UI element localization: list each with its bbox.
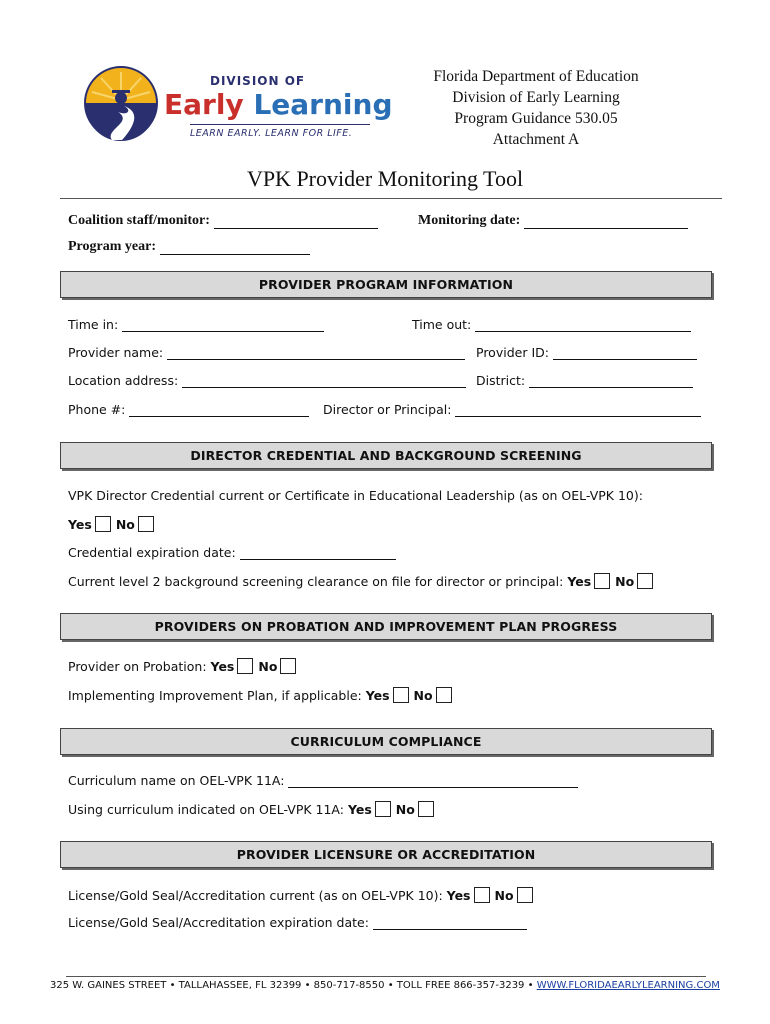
monitoring-date-field[interactable] xyxy=(418,213,688,229)
monitoring-date-label: Monitoring date: xyxy=(418,213,521,228)
credential-expiration-field[interactable] xyxy=(68,545,396,560)
credential-yes-checkbox[interactable] xyxy=(95,516,111,532)
credential-expiration-label: Credential expiration date: xyxy=(68,545,236,560)
footer-address: 325 W. GAINES STREET • TALLAHASSEE, FL 32399 • 850-717-8550 • TOLL FREE 866-357-3239 • xyxy=(50,980,534,991)
time-in-line[interactable] xyxy=(122,317,324,332)
curriculum-name-label: Curriculum name on OEL-VPK 11A: xyxy=(68,773,285,788)
curriculum-used-row xyxy=(68,801,439,817)
section-provider-program-info: PROVIDER PROGRAM INFORMATION xyxy=(60,271,712,298)
curriculum-name-field[interactable] xyxy=(68,773,578,788)
license-current-row xyxy=(68,887,538,903)
page-footer xyxy=(0,980,770,991)
section-curriculum-compliance: CURRICULUM COMPLIANCE xyxy=(60,728,712,755)
time-out-line[interactable] xyxy=(475,317,691,332)
curriculum-no-label: No xyxy=(395,802,415,817)
license-expiration-label: License/Gold Seal/Accreditation expiration date: xyxy=(68,915,369,930)
footer-divider xyxy=(66,976,706,977)
probation-yes-label: Yes xyxy=(210,659,235,674)
curriculum-name-line[interactable] xyxy=(288,773,578,788)
background-screening-row xyxy=(68,573,658,589)
license-expiration-field[interactable] xyxy=(68,915,527,930)
license-expiration-line[interactable] xyxy=(373,915,527,930)
time-in-label: Time in: xyxy=(68,317,119,332)
curriculum-no-checkbox[interactable] xyxy=(418,801,434,817)
time-out-label: Time out: xyxy=(412,317,472,332)
location-address-label: Location address: xyxy=(68,373,179,388)
division-logo xyxy=(82,64,393,146)
improvement-plan-label: Implementing Improvement Plan, if applicable: xyxy=(68,688,362,703)
logo-word-early: Early xyxy=(164,88,244,121)
coalition-staff-label: Coalition staff/monitor: xyxy=(68,213,210,228)
provider-name-field[interactable] xyxy=(68,345,465,360)
plan-no-checkbox[interactable] xyxy=(436,687,452,703)
program-year-line[interactable] xyxy=(160,240,310,255)
title-divider xyxy=(60,198,722,199)
background-no-checkbox[interactable] xyxy=(637,573,653,589)
plan-yes-checkbox[interactable] xyxy=(393,687,409,703)
license-yes-label: Yes xyxy=(446,888,471,903)
logo-division-of: DIVISION OF xyxy=(210,74,306,88)
license-no-checkbox[interactable] xyxy=(517,887,533,903)
sun-road-emblem-icon xyxy=(82,64,160,142)
plan-no-label: No xyxy=(413,688,433,703)
time-in-field[interactable] xyxy=(68,317,324,332)
probation-yes-checkbox[interactable] xyxy=(237,658,253,674)
district-line[interactable] xyxy=(529,373,693,388)
provider-id-field[interactable] xyxy=(476,345,697,360)
background-yes-checkbox[interactable] xyxy=(594,573,610,589)
credential-question: VPK Director Credential current or Certificate in Educational Leadership (as on OEL-VPK 10): xyxy=(68,488,643,503)
page-title: VPK Provider Monitoring Tool xyxy=(246,166,524,191)
credential-choice xyxy=(68,516,159,532)
header-line-3: Program Guidance 530.05 xyxy=(454,110,618,127)
curriculum-yes-label: Yes xyxy=(347,802,372,817)
phone-field[interactable] xyxy=(68,402,309,417)
monitoring-date-line[interactable] xyxy=(524,214,688,229)
curriculum-used-label: Using curriculum indicated on OEL-VPK 11A: xyxy=(68,802,344,817)
phone-label: Phone #: xyxy=(68,402,126,417)
curriculum-yes-checkbox[interactable] xyxy=(375,801,391,817)
logo-word-learning: Learning xyxy=(253,88,393,121)
provider-id-line[interactable] xyxy=(553,345,697,360)
header-line-2: Division of Early Learning xyxy=(452,89,620,106)
provider-name-label: Provider name: xyxy=(68,345,164,360)
district-field[interactable] xyxy=(476,373,693,388)
section-director-credential: DIRECTOR CREDENTIAL AND BACKGROUND SCREENING xyxy=(60,442,712,469)
coalition-staff-line[interactable] xyxy=(214,214,378,229)
credential-no-label: No xyxy=(115,517,135,532)
license-yes-checkbox[interactable] xyxy=(474,887,490,903)
location-address-line[interactable] xyxy=(182,373,466,388)
credential-yes-label: Yes xyxy=(68,517,92,532)
section-licensure-accreditation: PROVIDER LICENSURE OR ACCREDITATION xyxy=(60,841,712,868)
phone-line[interactable] xyxy=(129,402,309,417)
probation-no-label: No xyxy=(258,659,278,674)
header-line-1: Florida Department of Education xyxy=(433,68,639,85)
provider-id-label: Provider ID: xyxy=(476,345,549,360)
header-line-4: Attachment A xyxy=(492,131,580,148)
improvement-plan-row xyxy=(68,687,457,703)
footer-website-link[interactable]: WWW.FLORIDAEARLYLEARNING.COM xyxy=(536,980,720,991)
plan-yes-label: Yes xyxy=(365,688,390,703)
background-no-label: No xyxy=(615,574,635,589)
logo-rule xyxy=(190,124,370,125)
time-out-field[interactable] xyxy=(412,317,691,332)
probation-row xyxy=(68,658,301,674)
location-address-field[interactable] xyxy=(68,373,466,388)
probation-label: Provider on Probation: xyxy=(68,659,207,674)
logo-wordmark xyxy=(164,88,392,121)
background-screening-label: Current level 2 background screening clearance on file for director or principal: xyxy=(68,574,564,589)
provider-name-line[interactable] xyxy=(167,345,465,360)
director-label: Director or Principal: xyxy=(323,402,452,417)
credential-no-checkbox[interactable] xyxy=(138,516,154,532)
district-label: District: xyxy=(476,373,526,388)
credential-expiration-line[interactable] xyxy=(240,545,396,560)
program-year-field[interactable] xyxy=(68,239,310,255)
probation-no-checkbox[interactable] xyxy=(280,658,296,674)
background-yes-label: Yes xyxy=(567,574,592,589)
document-header xyxy=(406,66,666,150)
section-probation-improvement: PROVIDERS ON PROBATION AND IMPROVEMENT PLAN PROGRESS xyxy=(60,613,712,640)
logo-tagline: LEARN EARLY. LEARN FOR LIFE. xyxy=(190,128,353,139)
director-line[interactable] xyxy=(455,402,701,417)
license-no-label: No xyxy=(494,888,514,903)
director-field[interactable] xyxy=(323,402,701,417)
program-year-label: Program year: xyxy=(68,239,156,254)
license-current-label: License/Gold Seal/Accreditation current (as on OEL-VPK 10): xyxy=(68,888,443,903)
coalition-staff-field[interactable] xyxy=(68,213,378,229)
